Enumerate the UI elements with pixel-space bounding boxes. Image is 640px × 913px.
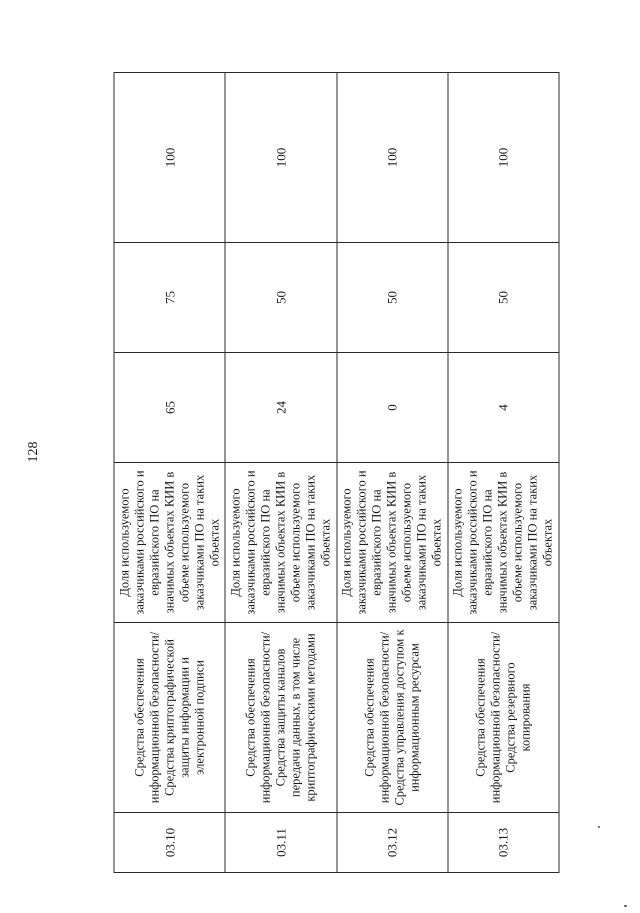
value-3: 100 bbox=[225, 72, 336, 242]
software-class-name: Средства обеспечения информационной безопасности/Средства криптографической защиты информации и электронной подписи bbox=[114, 622, 225, 812]
table-row bbox=[225, 72, 336, 872]
value-2: 50 bbox=[225, 242, 336, 352]
table-row bbox=[114, 72, 225, 872]
row-code: 03.13 bbox=[447, 812, 558, 872]
value-3: 100 bbox=[114, 72, 225, 242]
indicator-description: Доля используемого заказчиками российского и евразийского ПО на значимых объектах КИИ в объеме используемого заказчиками ПО на таких объектах bbox=[114, 462, 225, 622]
indicator-table-container bbox=[113, 73, 558, 873]
software-class-name: Средства обеспечения информационной безопасности/Средства резервного копирования bbox=[447, 622, 558, 812]
table-row bbox=[447, 72, 558, 872]
row-code: 03.11 bbox=[225, 812, 336, 872]
value-1: 0 bbox=[336, 352, 447, 462]
value-3: 100 bbox=[447, 72, 558, 242]
indicator-description: Доля используемого заказчиками российского и евразийского ПО на значимых объектах КИИ в объеме используемого заказчиками ПО на таких объектах bbox=[336, 462, 447, 622]
value-1: 4 bbox=[447, 352, 558, 462]
indicator-description: Доля используемого заказчиками российского и евразийского ПО на значимых объектах КИИ в объеме используемого заказчиками ПО на таких объектах bbox=[225, 462, 336, 622]
value-1: 65 bbox=[114, 352, 225, 462]
indicator-description: Доля используемого заказчиками российского и евразийского ПО на значимых объектах КИИ в объеме используемого заказчиками ПО на таких объектах bbox=[447, 462, 558, 622]
scan-speck bbox=[624, 905, 627, 907]
scan-speck bbox=[598, 826, 600, 828]
value-2: 75 bbox=[114, 242, 225, 352]
value-3: 100 bbox=[336, 72, 447, 242]
row-code: 03.12 bbox=[336, 812, 447, 872]
software-class-name: Средства обеспечения информационной безопасности/ Средства управления доступом к информационным ресурсам bbox=[336, 622, 447, 812]
table-row bbox=[336, 72, 447, 872]
value-2: 50 bbox=[447, 242, 558, 352]
value-2: 50 bbox=[336, 242, 447, 352]
row-code: 03.10 bbox=[114, 812, 225, 872]
indicator-table bbox=[113, 72, 559, 873]
page-number: 128 bbox=[26, 441, 41, 463]
software-class-name: Средства обеспечения информационной безопасности/Средства защиты каналов передачи данных, в том числе криптографическими методами bbox=[225, 622, 336, 812]
value-1: 24 bbox=[225, 352, 336, 462]
